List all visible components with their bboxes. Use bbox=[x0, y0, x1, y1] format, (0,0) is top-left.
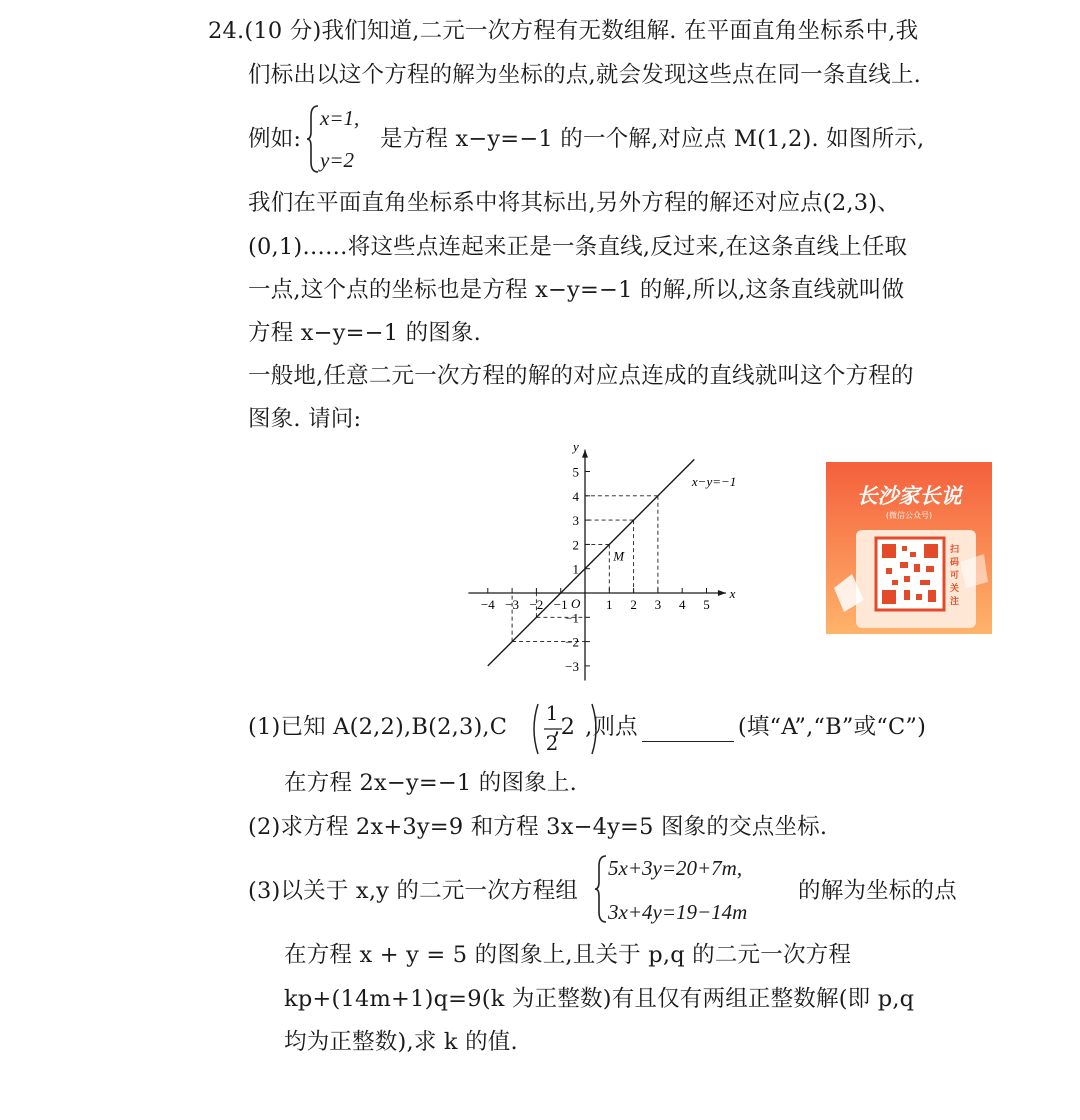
x-tick-label: −2 bbox=[529, 597, 544, 612]
q3-line-2: 在方程 x + y = 5 的图象上,且关于 p,q 的二元一次方程 bbox=[284, 942, 852, 968]
q3-suffix: 的解为坐标的点 bbox=[798, 878, 957, 904]
ad-side-text: 扫码可关注 bbox=[950, 545, 960, 607]
x-tick-label: 1 bbox=[606, 597, 613, 612]
y-tick-label: 4 bbox=[572, 488, 579, 504]
q3-eq-2: 3x+4y=19−14m bbox=[608, 900, 748, 924]
qr-ad-card bbox=[826, 462, 992, 634]
y-tick-label: 2 bbox=[572, 537, 579, 553]
q1-after-frac: ,2 bbox=[553, 714, 576, 740]
q3-line-4: 均为正整数),求 k 的值. bbox=[284, 1029, 518, 1055]
problem-line-1 bbox=[208, 16, 918, 46]
left-brace-icon bbox=[306, 104, 320, 174]
q1-prefix: (1)已知 A(2,2),B(2,3),C bbox=[248, 714, 508, 740]
q3-eq-1: 5x+3y=20+7m, bbox=[608, 856, 743, 880]
y-tick-label: 1 bbox=[572, 561, 579, 577]
example-eq-x: x=1, bbox=[320, 106, 360, 130]
example-suffix: 是方程 x−y=−1 的一个解,对应点 M(1,2). 如图所示, bbox=[380, 126, 925, 152]
para-2-line-2: (0,1)……将这些点连起来正是一条直线,反过来,在这条直线上任取 bbox=[248, 234, 908, 260]
y-tick-label: −3 bbox=[565, 658, 579, 674]
problem-number: 24. bbox=[208, 18, 245, 44]
q1-answer-blank[interactable] bbox=[642, 717, 734, 742]
intro-text-2: 们标出以这个方程的解为坐标的点,就会发现这些点在同一条直线上. bbox=[248, 62, 922, 88]
x-tick-label: 5 bbox=[703, 597, 710, 612]
q3-line-3: kp+(14m+1)q=9(k 为正整数)有且仅有两组正整数解(即 p,q bbox=[284, 986, 915, 1012]
y-tick-label: −1 bbox=[565, 610, 579, 626]
intro-text-1: 我们知道,二元一次方程有无数组解. 在平面直角坐标系中,我 bbox=[321, 18, 919, 44]
para-2-line-3: 一点,这个点的坐标也是方程 x−y=−1 的解,所以,这条直线就叫做 bbox=[248, 277, 905, 303]
line-x-minus-y-eq-neg1 bbox=[488, 459, 695, 666]
q1-line-2: 在方程 2x−y=−1 的图象上. bbox=[284, 770, 577, 796]
q2-text: (2)求方程 2x+3y=9 和方程 3x−4y=5 图象的交点坐标. bbox=[248, 814, 828, 840]
x-tick-label: 2 bbox=[630, 597, 637, 612]
para-3-line-2: 图象. 请问: bbox=[248, 406, 362, 432]
q1-frac-numerator: 1 bbox=[545, 701, 559, 725]
y-tick-label: −2 bbox=[565, 634, 579, 650]
coordinate-graph bbox=[465, 440, 765, 690]
ad-subtitle: (微信公众号) bbox=[885, 511, 933, 520]
ad-title: 长沙家长说 bbox=[856, 484, 962, 508]
example-eq-y: y=2 bbox=[320, 148, 354, 172]
y-tick-label: 5 bbox=[572, 464, 579, 480]
x-tick-label: −3 bbox=[505, 597, 520, 612]
line-equation-label: x−y=−1 bbox=[691, 474, 737, 490]
problem-points: (10 分) bbox=[244, 18, 322, 44]
para-3-line-1: 一般地,任意二元一次方程的解的对应点连成的直线就叫这个方程的 bbox=[248, 363, 914, 389]
origin-label: O bbox=[571, 596, 581, 611]
y-axis-arrow-icon bbox=[582, 450, 588, 458]
q1-frac-denominator: 2 bbox=[545, 731, 559, 755]
q1-then: ,则点 bbox=[585, 714, 638, 740]
example-prefix: 例如: bbox=[248, 126, 302, 152]
para-2-line-1: 我们在平面直角坐标系中将其标出,另外方程的解还对应点(2,3)、 bbox=[248, 190, 900, 216]
y-tick-label: 3 bbox=[572, 513, 579, 529]
point-m-label: M bbox=[613, 548, 625, 564]
q3-left-brace-icon bbox=[594, 854, 608, 924]
x-tick-label: 4 bbox=[678, 597, 686, 612]
x-axis-label: x bbox=[729, 586, 736, 601]
x-tick-label: 3 bbox=[654, 597, 662, 612]
q3-prefix: (3)以关于 x,y 的二元一次方程组 bbox=[248, 878, 579, 904]
x-tick-label: −4 bbox=[480, 597, 495, 612]
x-tick-label: −1 bbox=[553, 597, 568, 612]
para-2-line-4: 方程 x−y=−1 的图象. bbox=[248, 320, 482, 346]
y-axis-label: y bbox=[573, 440, 579, 454]
q1-fill-hint: (填“A”,“B”或“C”) bbox=[737, 714, 927, 740]
x-axis-arrow-icon bbox=[718, 590, 726, 596]
